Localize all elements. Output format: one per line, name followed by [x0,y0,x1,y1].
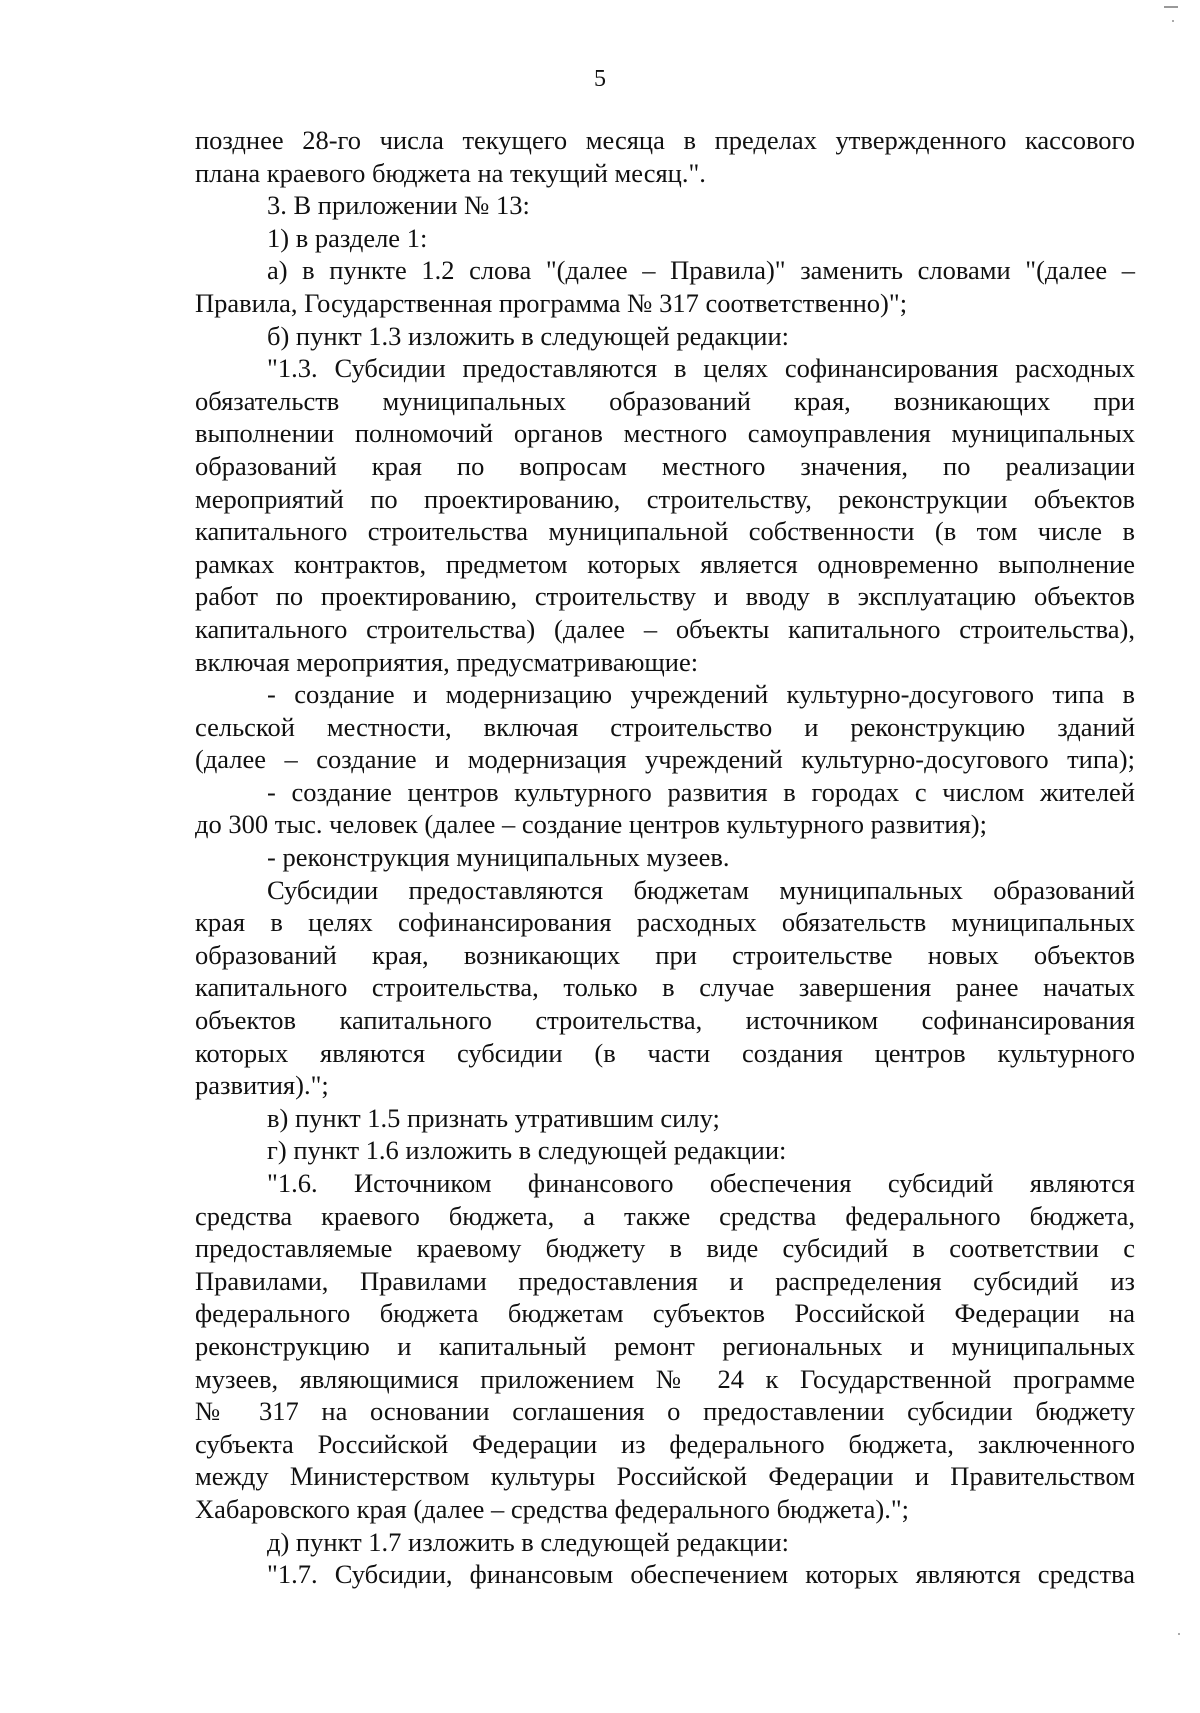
text-line: № 317 на основании соглашения о предоставлении субсидии бюджету [195,1396,1135,1427]
text-line: 3. В приложении № 13: [267,190,530,221]
text-line: субъекта Российской Федерации из федерального бюджета, заключенного [195,1428,1135,1459]
text-line: образований края, возникающих при строительстве новых объектов [195,939,1135,970]
text-line: образований края по вопросам местного значения, по реализации [195,450,1135,481]
scan-artifact [1164,6,1178,8]
text-line: между Министерством культуры Российской Федерации и Правительством [195,1461,1135,1492]
text-line: (далее – создание и модернизация учреждений культурно-досугового типа); [195,744,1135,775]
text-line: - создание и модернизацию учреждений культурно-досугового типа в [267,679,1135,710]
text-line: капитального строительства муниципальной собственности (в том числе в [195,516,1135,547]
text-line: - создание центров культурного развития в городах с числом жителей [267,776,1135,807]
text-line: "1.7. Субсидии, финансовым обеспечением которых являются средства [267,1559,1135,1590]
text-line: реконструкцию и капитальный ремонт региональных и муниципальных [195,1330,1135,1361]
text-line: объектов капитального строительства, источником софинансирования [195,1005,1135,1036]
text-line: "1.6. Источником финансового обеспечения субсидий являются [267,1168,1135,1198]
text-line: федерального бюджета бюджетам субъектов Российской Федерации на [195,1298,1135,1329]
text-line: "1.3. Субсидии предоставляются в целях софинансирования расходных [267,353,1135,384]
text-line: 1) в разделе 1: [267,222,428,253]
scan-artifact [1172,20,1174,22]
text-line: работ по проектированию, строительству и вводу в эксплуатацию объектов [195,581,1135,612]
text-line: Хабаровского края (далее – средства федерального бюджета)."; [195,1493,910,1524]
text-line: капитального строительства) (далее – объекты капитального строительства), [195,613,1135,644]
text-line: - реконструкция муниципальных музеев. [267,842,730,873]
text-line: Правила, Государственная программа № 317 соответственно)"; [195,287,908,318]
text-line: б) пункт 1.3 изложить в следующей редакции: [267,320,790,351]
text-line: до 300 тыс. человек (далее – создание центров культурного развития); [195,809,987,840]
text-line: плана краевого бюджета на текущий месяц.". [195,157,706,188]
text-line: в) пункт 1.5 признать утратившим силу; [267,1102,720,1133]
text-line: Субсидии предоставляются бюджетам муниципальных образований [267,874,1135,905]
scan-artifact [1178,1633,1180,1635]
text-line: г) пункт 1.6 изложить в следующей редакции: [267,1135,787,1166]
text-line: д) пункт 1.7 изложить в следующей редакции: [267,1526,790,1557]
text-line: края в целях софинансирования расходных обязательств муниципальных [195,907,1135,938]
text-line: предоставляемые краевому бюджету в виде субсидий в соответствии с [195,1233,1135,1264]
text-line: обязательств муниципальных образований края, возникающих при [195,385,1135,416]
text-line: рамках контрактов, предметом которых является одновременно выполнение [195,548,1135,579]
text-line: позднее 28-го числа текущего месяца в пределах утвержденного кассового [195,125,1135,155]
text-line: сельской местности, включая строительство и реконструкцию зданий [195,711,1135,742]
document-body [195,124,1135,1591]
text-line: мероприятий по проектированию, строительству, реконструкции объектов [195,483,1135,514]
text-line: капитального строительства, только в случае завершения ранее начатых [195,972,1135,1003]
text-line: средства краевого бюджета, а также средства федерального бюджета, [195,1200,1135,1231]
text-line: музеев, являющимися приложением № 24 к Государственной программе [195,1363,1135,1394]
text-line: выполнении полномочий органов местного самоуправления муниципальных [195,418,1135,449]
text-line: Правилами, Правилами предоставления и распределения субсидий из [195,1265,1135,1296]
text-line: которых являются субсидии (в части создания центров культурного [195,1037,1135,1068]
text-line: а) в пункте 1.2 слова "(далее – Правила)" заменить словами "(далее – [267,255,1135,286]
text-line: включая мероприятия, предусматривающие: [195,646,699,677]
page-number: 5 [594,66,606,92]
text-line: развития)."; [195,1070,329,1101]
